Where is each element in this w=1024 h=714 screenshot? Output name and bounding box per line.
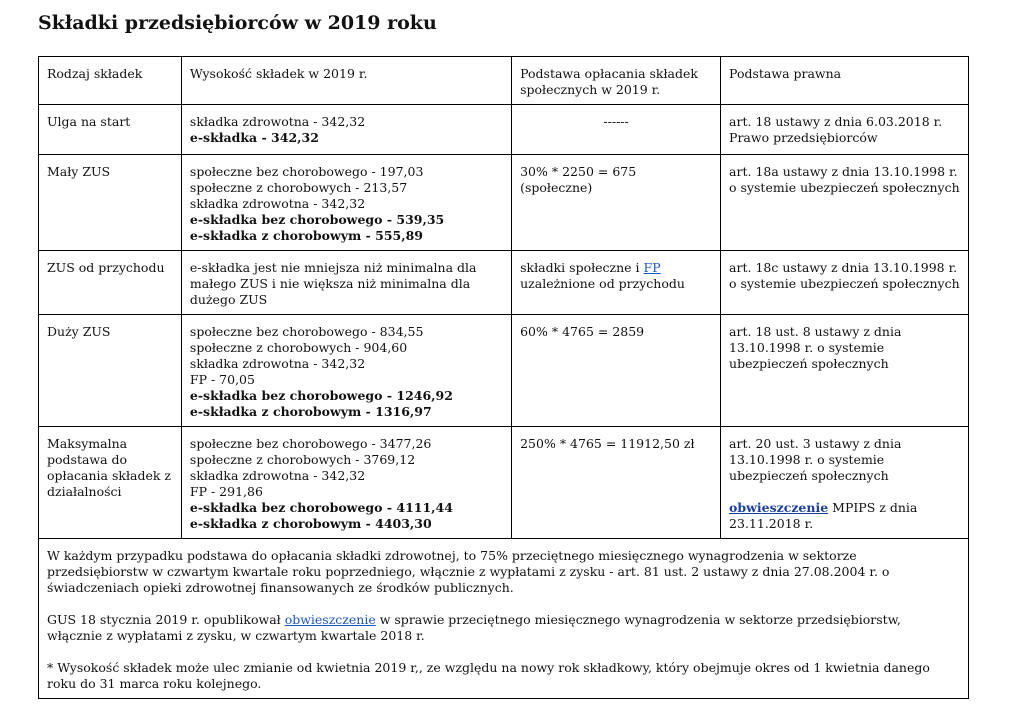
- table-row: [39, 427, 969, 539]
- amount-line: społeczne bez chorobowego - 834,55: [189, 324, 424, 339]
- amount-line: składka zdrowotna - 342,32: [189, 356, 366, 371]
- row-amounts: [181, 155, 511, 251]
- header-cell-legal: Podstawa prawna: [721, 57, 969, 105]
- row-amounts: [181, 105, 511, 155]
- table-footer-row: [39, 539, 969, 699]
- row-legal: [721, 427, 969, 539]
- footer-notes: [39, 539, 969, 699]
- amount-line: e-składka z chorobowym - 555,89: [189, 228, 423, 243]
- amount-line: składka zdrowotna - 342,32: [189, 114, 366, 129]
- footer-text: w sprawie przeciętnego miesięcznego wynagrodzenia w sektorze przedsiębiorstw, włącznie z wypłatami z zysku, w czwartym kwartale 2018 r.: [47, 612, 901, 643]
- row-amounts: [181, 315, 511, 427]
- row-legal: art. 18a ustawy z dnia 13.10.1998 r. o systemie ubezpieczeń społecznych: [721, 155, 969, 251]
- header-cell-basis: Podstawa opłacania składek społecznych w 2019 r.: [512, 57, 721, 105]
- row-name: Maksymalna podstawa do opłacania składek z działalności: [39, 427, 182, 539]
- amount-line: FP - 70,05: [189, 372, 255, 387]
- amount-line: składka zdrowotna - 342,32: [189, 468, 366, 483]
- amount-line: składka zdrowotna - 342,32: [189, 196, 366, 211]
- row-basis: 30% * 2250 = 675 (społeczne): [512, 155, 721, 251]
- obwieszczenie-mpips-link[interactable]: obwieszczenie: [729, 500, 829, 515]
- footer-text: GUS 18 stycznia 2019 r. opublikował: [47, 612, 285, 627]
- table-row: [39, 315, 969, 427]
- row-legal: art. 18c ustawy z dnia 13.10.1998 r. o systemie ubezpieczeń społecznych: [721, 251, 969, 315]
- row-basis: 60% * 4765 = 2859: [512, 315, 721, 427]
- row-name: Duży ZUS: [39, 315, 182, 427]
- row-legal: art. 18 ustawy z dnia 6.03.2018 r. Prawo przedsiębiorców: [721, 105, 969, 155]
- amount-line: e-składka bez chorobowego - 539,35: [189, 212, 445, 227]
- table-row: [39, 251, 969, 315]
- amount-line: społeczne z chorobowych - 904,60: [189, 340, 408, 355]
- legal-text: MPIPS z dnia 23.11.2018 r.: [729, 500, 918, 531]
- amount-line: społeczne z chorobowych - 213,57: [189, 180, 408, 195]
- footer-paragraph: * Wysokość składek może ulec zmianie od kwietnia 2019 r,, ze względu na nowy rok składkowy, który obejmuje okres od 1 kwietnia danego roku do 31 marca roku kolejnego.: [47, 660, 930, 691]
- amount-line: FP - 291,86: [189, 484, 263, 499]
- header-cell-type: Rodzaj składek: [39, 57, 182, 105]
- row-name: Ulga na start: [39, 105, 182, 155]
- row-name: Mały ZUS: [39, 155, 182, 251]
- row-basis: [512, 251, 721, 315]
- header-cell-amount: Wysokość składek w 2019 r.: [181, 57, 511, 105]
- row-legal: art. 18 ust. 8 ustawy z dnia 13.10.1998 r. o systemie ubezpieczeń społecznych: [721, 315, 969, 427]
- legal-text: art. 20 ust. 3 ustawy z dnia 13.10.1998 r. o systemie ubezpieczeń społecznych: [729, 436, 902, 483]
- row-basis: ------: [512, 105, 721, 155]
- basis-text: składki społeczne i: [520, 260, 644, 275]
- obwieszczenie-gus-link[interactable]: obwieszczenie: [284, 612, 376, 627]
- page-title: Składki przedsiębiorców w 2019 roku: [38, 12, 437, 34]
- contributions-table: [38, 56, 969, 699]
- amount-line: społeczne z chorobowych - 3769,12: [189, 452, 416, 467]
- amount-line: e-składka bez chorobowego - 4111,44: [189, 500, 453, 515]
- basis-text: uzależnione od przychodu: [520, 276, 685, 291]
- amount-line: społeczne bez chorobowego - 197,03: [189, 164, 424, 179]
- amount-line: e-składka bez chorobowego - 1246,92: [189, 388, 453, 403]
- footer-paragraph: [47, 612, 960, 644]
- amount-line: e-składka z chorobowym - 1316,97: [189, 404, 432, 419]
- row-amounts: [181, 251, 511, 315]
- table-row: [39, 105, 969, 155]
- amount-line: e-składka jest nie mniejsza niż minimalna dla małego ZUS i nie większa niż minimalna dla dużego ZUS: [189, 260, 477, 307]
- table-row: [39, 155, 969, 251]
- table-header-row: [39, 57, 969, 105]
- fp-link[interactable]: FP: [643, 260, 661, 275]
- amount-line: e-składka - 342,32: [189, 130, 319, 145]
- amount-line: e-składka z chorobowym - 4403,30: [189, 516, 432, 531]
- row-amounts: [181, 427, 511, 539]
- row-name: ZUS od przychodu: [39, 251, 182, 315]
- amount-line: społeczne bez chorobowego - 3477,26: [189, 436, 432, 451]
- row-basis: 250% * 4765 = 11912,50 zł: [512, 427, 721, 539]
- footer-paragraph: W każdym przypadku podstawa do opłacania składki zdrowotnej, to 75% przeciętnego miesięcznego wynagrodzenia w sektorze przedsiębiorstw w czwartym kwartale roku poprzedniego, włącznie z wypłatami z zysku - art. 81 ust. 2 ustawy z dnia 27.08.2004 r. o świadczeniach opieki zdrowotnej finansowanych ze środków publicznych.: [47, 548, 890, 595]
